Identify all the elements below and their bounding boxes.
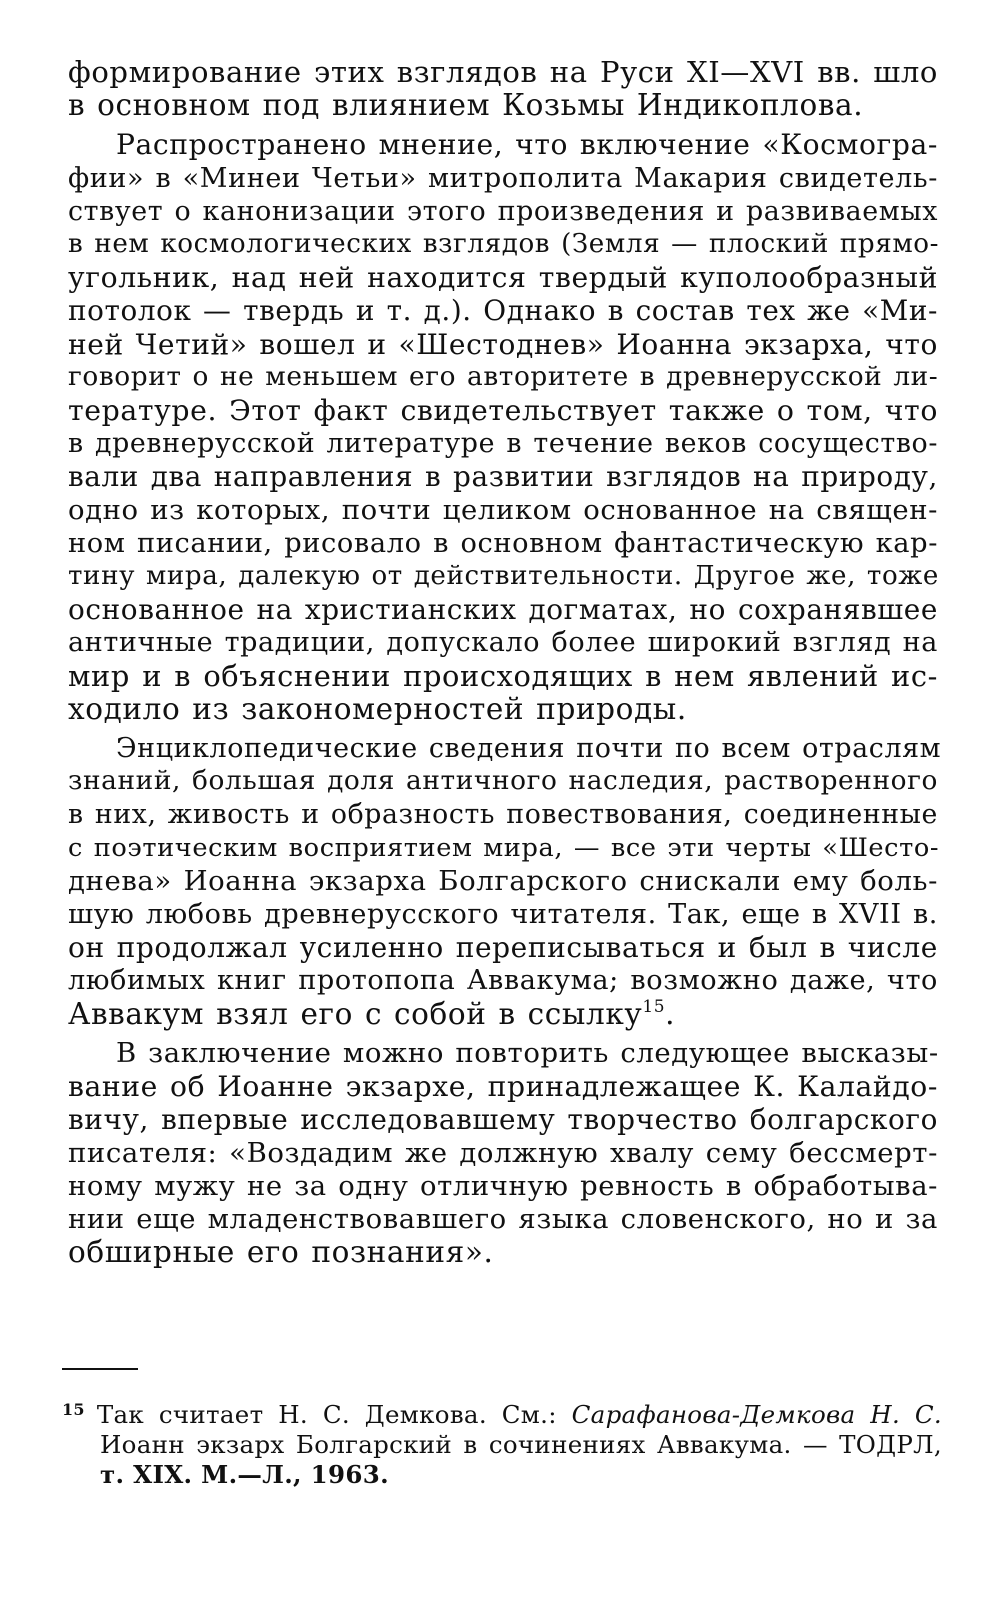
text-line: ней Четий» вошел и «Шестоднев» Иоанна экзарха, что: [68, 327, 938, 361]
text-line: в основном под влиянием Козьмы Индикоплова.: [68, 88, 864, 123]
text-line: тину мира, далекую от действительности. Другое же, тоже: [68, 561, 939, 592]
text-line-with-footnote-ref: [68, 998, 938, 1031]
footnote-text: Так считает Н. С. Демкова. См.:: [96, 1400, 572, 1429]
paragraph-4: [68, 1037, 938, 1269]
text-line: Распространено мнение, что включение «Космогра-: [116, 128, 938, 162]
footnote-line: [62, 1400, 942, 1430]
text-line: формирование этих взглядов на Руси XI—XVI вв. шло: [68, 55, 938, 89]
footnote: [62, 1400, 942, 1490]
text-line: тературе. Этот факт свидетельствует также о том, что: [68, 394, 938, 428]
footnote-author: Сарафанова-Демкова Н. С.: [571, 1400, 943, 1429]
text-line: говорит о не меньшем его авторитете в древнерусской ли-: [68, 361, 939, 392]
text-line: вали два направления в развитии взглядов на природу,: [68, 460, 938, 494]
text-line: вичу, впервые исследовавшему творчество болгарского: [68, 1103, 938, 1137]
text-line: днева» Иоанна экзарха Болгарского снискали ему боль-: [68, 864, 938, 897]
text-line: основанное на христианских догматах, но сохранявшее: [68, 593, 938, 627]
text-line: античные традиции, допускало более широкий взгляд на: [68, 627, 938, 659]
text-line: ходило из закономерностей природы.: [68, 691, 687, 726]
text-line: любимых книг протопопа Аввакума; возможно даже, что: [68, 965, 938, 997]
text-line: с поэтическим восприятием мира, — все эти черты «Шесто-: [68, 832, 940, 863]
text-segment: .: [665, 996, 676, 1031]
footnote-divider: [62, 1368, 138, 1370]
text-line: в древнерусской литературе в течение веков сосущество-: [68, 428, 938, 460]
footnote-line: Иоанн экзарх Болгарский в сочинениях Аввакума. — ТОДРЛ,: [100, 1430, 942, 1459]
paragraph-2: [68, 128, 938, 726]
text-line: одно из которых, почти целиком основанное на священ-: [68, 493, 938, 526]
text-line: ном писании, рисовало в основном фантастическую кар-: [68, 527, 938, 559]
text-line: ствует о канонизации этого произведения и развиваемых: [68, 195, 938, 227]
text-line: потолок — твердь и т. д.). Однако в состав тех же «Ми-: [68, 294, 938, 328]
text-line: знаний, большая доля античного наследия, растворенного: [68, 766, 938, 797]
footnote-line: т. XIX. М.—Л., 1963.: [100, 1460, 389, 1489]
text-line: мир и в объяснении происходящих в нем явлений ис-: [68, 658, 938, 693]
text-line: ному мужу не за одну отличную ревность в обработыва-: [68, 1170, 938, 1202]
text-segment: Аввакум взял его с собой в ссылку: [68, 996, 643, 1031]
text-line: в них, живость и образность повествования, соединенные: [68, 799, 938, 831]
text-line: вание об Иоанне экзархе, принадлежащее К. Калайдо-: [68, 1070, 938, 1104]
text-line: он продолжал усиленно переписываться и был в числе: [68, 931, 938, 965]
text-line: обширные его познания».: [68, 1235, 494, 1270]
main-text: [68, 55, 942, 1275]
text-line: шую любовь древнерусского читателя. Так, еще в XVII в.: [68, 899, 938, 931]
paragraph-1: [68, 56, 938, 122]
text-line: нии еще младенствовавшего языка словенского, но и за: [68, 1203, 938, 1235]
text-line: угольник, над ней находится твердый куполообразный: [68, 261, 938, 295]
text-line: В заключение можно повторить следующее высказы-: [116, 1036, 939, 1069]
text-line: Энциклопедические сведения почти по всем отраслям: [116, 733, 942, 765]
footnote-number: 15: [62, 1400, 85, 1419]
text-line: в нем космологических взглядов (Земля — плоский прямо-: [68, 229, 940, 260]
paragraph-3: [68, 732, 942, 1031]
text-line: фии» в «Минеи Четьи» митрополита Макария свидетель-: [68, 162, 938, 194]
text-line: писателя: «Воздадим же должную хвалу сему бессмерт-: [68, 1136, 938, 1169]
footnote-reference[interactable]: 15: [642, 996, 666, 1017]
